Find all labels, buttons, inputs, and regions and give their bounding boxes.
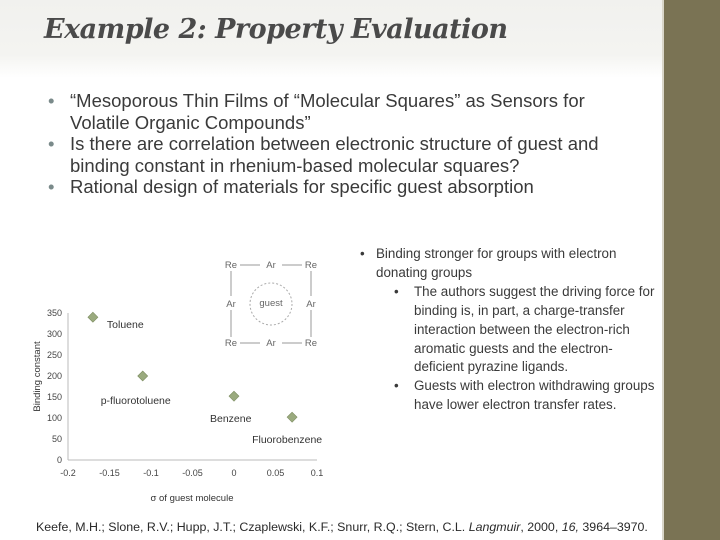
x-tick-label: -0.1 [143, 468, 159, 478]
ar-label: Ar [266, 338, 276, 349]
bullet-dot: • [48, 176, 55, 197]
citation-volume: 16, [561, 520, 579, 534]
data-point-marker [138, 371, 148, 381]
data-point-marker [88, 312, 98, 322]
citation-sep: , [520, 520, 528, 534]
re-label: Re [224, 338, 238, 349]
bullet-dot: • [394, 378, 399, 394]
side-note-text: Guests with electron withdrawing groups have lower electron transfer rates. [414, 378, 655, 413]
side-note-text: Binding stronger for groups with electron donating groups [376, 246, 617, 280]
data-point-label: p-fluorotoluene [100, 395, 171, 407]
side-notes [356, 245, 658, 415]
x-tick-label: 0.1 [310, 468, 324, 478]
y-axis-label: Binding constant [32, 341, 43, 412]
data-point-marker [229, 391, 239, 401]
bullet-dot: • [360, 246, 365, 261]
slide-title: Example 2: Property Evaluation [44, 14, 508, 45]
y-tick-label: 250 [46, 350, 62, 360]
bullet-text: Is there are correlation between electronic structure of guest and binding constant in rhenium-based molecular squares? [70, 133, 599, 176]
side-note-text: The authors suggest the driving force for binding is, in part, a charge-transfer interaction between the electron-rich aromatic guests and the electron- deficient pyrazine ligands. [414, 283, 655, 375]
x-tick-labels [60, 468, 323, 478]
ar-label: Ar [266, 260, 276, 271]
x-tick-label: -0.15 [99, 468, 120, 478]
y-tick-label: 300 [46, 329, 62, 339]
data-point-label: Fluorobenzene [252, 434, 323, 447]
citation-journal: Langmuir [468, 520, 521, 534]
bullet-text: Rational design of materials for specific guest absorption [70, 176, 534, 197]
bullet-text: “Mesoporous Thin Films of “Molecular Squares” as Sensors for Volatile Organic Compounds” [70, 90, 585, 133]
re-label: Re [224, 260, 238, 271]
side-note-item [356, 283, 658, 378]
y-tick-label: 200 [46, 371, 62, 381]
citation-pages: 3964–3970. [582, 520, 648, 534]
y-tick-labels [47, 308, 62, 465]
side-note-item [356, 245, 658, 283]
citation-authors: Keefe, M.H.; Slone, R.V.; Hupp, J.T.; Czaplewski, K.F.; Snurr, R.Q.; Stern, C.L. [36, 520, 466, 534]
guest-label: guest [259, 298, 283, 309]
y-tick-label: 350 [46, 308, 62, 318]
ar-label: Ar [226, 299, 236, 310]
y-tick-label: 50 [51, 434, 62, 444]
bullet-dot: • [48, 133, 55, 154]
x-tick-label: -0.05 [182, 468, 203, 478]
data-point-marker [287, 412, 297, 422]
ar-label: Ar [306, 299, 316, 310]
y-tick-label: 150 [46, 392, 62, 402]
bullet-dot: • [48, 90, 55, 111]
data-point-label: Toluene [106, 319, 144, 332]
x-tick-label: 0.05 [266, 468, 285, 478]
y-tick-label: 0 [56, 455, 62, 465]
side-note-item [356, 377, 658, 415]
re-label: Re [304, 338, 318, 349]
x-tick-label: -0.2 [60, 468, 76, 478]
bullet-dot: • [394, 283, 399, 299]
citation [36, 520, 676, 534]
data-point-label: Benzene [210, 413, 252, 426]
citation-year: 2000, [527, 520, 559, 534]
molecular-square-diagram [225, 260, 317, 349]
y-tick-label: 100 [46, 413, 62, 423]
scatter-chart [32, 308, 323, 504]
x-axis-label: σ of guest molecule [150, 493, 234, 504]
data-points [88, 312, 322, 446]
re-label: Re [304, 260, 318, 271]
x-tick-label: 0 [231, 468, 237, 478]
